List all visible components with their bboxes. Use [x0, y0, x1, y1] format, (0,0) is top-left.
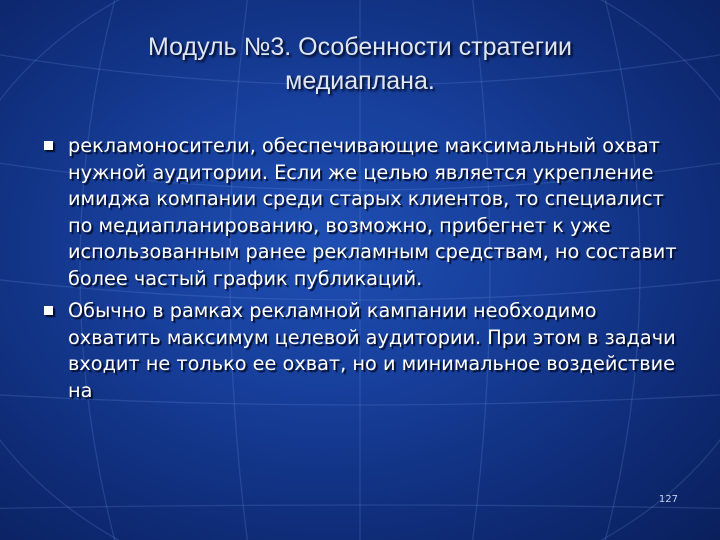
bullet-item	[42, 133, 692, 292]
bullet-list	[42, 133, 692, 410]
bullet-text: Обычно в рамках рекламной кампании необходимо охватить максимум целевой аудитории. При этом в задачи входит не только ее охват, но и минимальное воздействие на	[68, 299, 676, 402]
title-line-1: Модуль №3. Особенности стратегии	[148, 33, 572, 61]
bullet-text: рекламоносители, обеспечивающие максимальный охват нужной аудитории. Если же целью является укрепление имиджа компании среди старых клиентов, то специалист по медиапланированию, возможно, прибегнет к уже использованным ранее рекламным средствам, но составит более частый график публикаций.	[68, 134, 677, 290]
title-line-2: медиаплана.	[285, 67, 435, 95]
square-bullet-icon	[44, 141, 53, 150]
slide-title	[60, 30, 660, 98]
page-number: 127	[658, 494, 678, 505]
bullet-item	[42, 298, 692, 404]
square-bullet-icon	[44, 306, 53, 315]
